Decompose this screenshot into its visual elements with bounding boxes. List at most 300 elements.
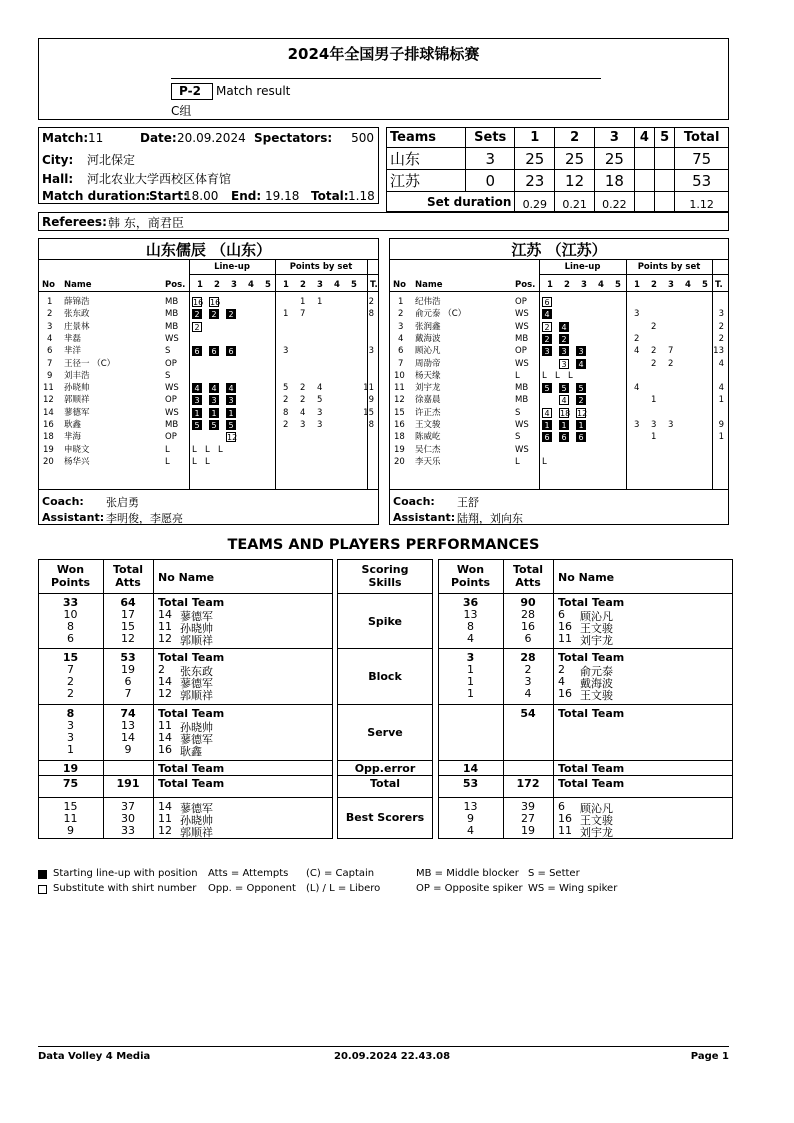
set-points: 3 <box>668 420 674 430</box>
player-number: 6 <box>398 346 404 357</box>
player-name: 杨华兴 <box>64 456 90 467</box>
roster-row <box>39 407 378 419</box>
sets-won-cell: 3 <box>466 148 515 170</box>
total-team-label: Total Team <box>158 596 225 609</box>
best-atts-value: 30 <box>121 812 135 825</box>
player-name: 蓼德军 <box>180 610 213 623</box>
player-number: 16 <box>394 420 405 430</box>
player-position: OP <box>515 346 527 357</box>
starting-position-box: 3 <box>226 395 236 405</box>
name-header: No Name <box>158 571 215 584</box>
player-number: 11 <box>43 383 54 394</box>
roster-row <box>39 333 378 345</box>
player-total: 2 <box>718 333 724 344</box>
atts-value: 9 <box>124 743 132 756</box>
legend-atts: Atts = Attempts <box>208 868 289 879</box>
player-name: 吴仁杰 <box>415 444 441 455</box>
total-duration-cell: 1.12 <box>675 192 729 212</box>
won-points-value: 7 <box>67 663 74 676</box>
starting-position-box: 1 <box>559 420 569 430</box>
player-total: 2 <box>718 321 724 332</box>
skill-name: Block <box>368 670 402 683</box>
total-label: Total: <box>311 189 349 203</box>
total-points-cell: 53 <box>675 170 729 192</box>
player-name: 蓼德军 <box>180 733 213 746</box>
total-team-label: Total Team <box>558 777 625 790</box>
won-points-value: 3 <box>67 719 74 732</box>
atts-value: 6 <box>124 675 132 688</box>
roster-row <box>390 345 728 357</box>
won-points-value: 8 <box>467 620 474 633</box>
won-points-value: 13 <box>463 608 478 621</box>
perf-row-rule <box>337 704 433 705</box>
scoring-skills-header: Scoring Skills <box>361 563 409 589</box>
best-won-value: 13 <box>463 800 478 813</box>
coach-name: 张启勇 <box>106 496 139 509</box>
duration-label: Match duration: <box>42 189 151 203</box>
set-points: 2 <box>634 333 640 344</box>
starting-position-box: 4 <box>559 322 569 332</box>
starting-position-box: 2 <box>192 309 202 319</box>
set-points: 2 <box>283 420 289 430</box>
player-total: 9 <box>368 395 374 406</box>
set-points: 3 <box>634 420 640 430</box>
lineup-set-header: 3 <box>231 280 237 290</box>
city-value: 河北保定 <box>87 153 136 167</box>
perf-row-rule <box>38 760 333 761</box>
player-position: S <box>165 370 171 381</box>
starting-position-box: 3 <box>576 346 586 356</box>
set-points: 2 <box>300 395 306 406</box>
player-name: 郭顺祥 <box>64 395 90 406</box>
starting-position-box: 4 <box>226 383 236 393</box>
player-number: 16 <box>558 812 572 825</box>
player-name: 陈威屹 <box>415 432 441 443</box>
player-number: 12 <box>158 687 172 700</box>
won-points-value: 8 <box>67 620 74 633</box>
player-number: 6 <box>558 800 565 813</box>
starting-position-box: 3 <box>209 395 219 405</box>
set-points: 1 <box>317 297 323 307</box>
starting-position-box: 4 <box>209 383 219 393</box>
set-points: 1 <box>283 309 289 320</box>
set-points: 1 <box>300 297 306 307</box>
player-total: 15 <box>363 407 374 418</box>
starting-position-box: 6 <box>226 346 236 356</box>
player-number: 4 <box>47 333 53 344</box>
lineup-header: Line-up <box>214 262 250 272</box>
player-position: MB <box>165 420 179 430</box>
player-number: 14 <box>43 407 54 418</box>
starting-position-box: 2 <box>226 309 236 319</box>
player-position: MB <box>165 321 179 332</box>
starting-position-box: 6 <box>192 346 202 356</box>
player-name: 孙晓帅 <box>64 383 90 394</box>
legend-s: S = Setter <box>528 868 580 879</box>
player-name: 周劭帝 <box>415 358 441 369</box>
player-number: 11 <box>158 620 172 633</box>
player-total: 3 <box>368 346 374 357</box>
player-position: OP <box>165 432 177 443</box>
coach-label: Coach: <box>393 495 435 508</box>
legend-libero: (L) / L = Libero <box>306 883 381 894</box>
player-name: 芈洋 <box>64 346 82 357</box>
roster-row <box>39 394 378 406</box>
player-number: 4 <box>398 333 404 344</box>
atts-value: 90 <box>520 596 536 609</box>
starting-position-box: 1 <box>576 420 586 430</box>
player-position: WS <box>515 358 529 369</box>
substitute-number-box: 4 <box>559 395 569 405</box>
player-position: WS <box>515 321 529 332</box>
player-position: OP <box>515 297 527 307</box>
no-header: No <box>42 280 55 290</box>
starting-position-box: 4 <box>576 359 586 369</box>
legend <box>38 868 738 900</box>
set-points: 4 <box>317 383 323 394</box>
player-number: 16 <box>43 420 54 430</box>
atts-value: 12 <box>121 632 135 645</box>
perf-row-rule <box>438 704 733 705</box>
score-header-cell: 3 <box>594 128 634 148</box>
score-header-cell: Sets <box>466 128 515 148</box>
won-points-value: 1 <box>467 687 474 700</box>
referees-label: Referees: <box>42 215 107 229</box>
set-points: 3 <box>300 420 306 430</box>
perf-col-rule <box>153 559 154 798</box>
player-position: S <box>515 432 521 443</box>
starting-position-box: 4 <box>542 309 552 319</box>
player-number: 1 <box>47 297 53 307</box>
won-points-value: 33 <box>62 596 79 609</box>
points-set-header: 1 <box>634 280 640 290</box>
substitute-number-box: 12 <box>577 408 588 418</box>
player-name: 蓼德军 <box>180 802 213 815</box>
won-points-value: 2 <box>67 687 74 700</box>
roster-row <box>39 296 378 308</box>
set-points: 8 <box>283 407 289 418</box>
spectators-label: Spectators: <box>254 131 333 145</box>
player-number: 11 <box>394 383 405 394</box>
coach-name: 王舒 <box>457 496 479 509</box>
header-box <box>38 38 729 120</box>
player-name: 许正杰 <box>415 407 441 418</box>
perf-row-rule <box>337 775 433 776</box>
starting-position-box: 5 <box>559 383 569 393</box>
substitute-number-box: 4 <box>542 408 552 418</box>
starting-position-box: 3 <box>192 395 202 405</box>
starting-position-box: 6 <box>576 432 586 442</box>
player-name: 王文骏 <box>580 689 613 702</box>
player-number: 7 <box>398 358 404 369</box>
player-name: 郭顺祥 <box>180 689 213 702</box>
player-name: 孙晓帅 <box>180 814 213 827</box>
starting-position-box: 6 <box>209 346 219 356</box>
set-score-cell <box>655 170 675 192</box>
atts-value: 6 <box>524 632 532 645</box>
footer-left: Data Volley 4 Media <box>38 1051 151 1062</box>
roster-row <box>390 431 728 443</box>
atts-value: 19 <box>121 663 135 676</box>
perf-row-rule <box>337 760 433 761</box>
roster-row <box>39 345 378 357</box>
player-number: 14 <box>158 731 172 744</box>
substitute-number-box: 6 <box>542 297 552 307</box>
player-name: 王文骏 <box>580 622 613 635</box>
total-team-label: Total Team <box>558 707 625 720</box>
perf-col-rule <box>153 797 154 839</box>
player-number: 12 <box>43 395 54 406</box>
atts-value: 13 <box>121 719 135 732</box>
legend-mb: MB = Middle blocker <box>416 868 519 879</box>
player-position: WS <box>515 420 529 430</box>
won-points-value: 2 <box>67 675 74 688</box>
player-position: L <box>515 456 520 467</box>
set-duration-cell: 0.29 <box>515 192 555 212</box>
start-label: Start: <box>149 189 188 203</box>
lineup-set-header: 2 <box>214 280 220 290</box>
assistant-names: 陆翔，刘向东 <box>457 512 523 525</box>
legend-filled-square-icon <box>38 870 47 879</box>
set-points: 1 <box>651 432 657 443</box>
player-name: 王文骏 <box>580 814 613 827</box>
points-set-header: 4 <box>334 280 340 290</box>
total-atts-header: Total Atts <box>512 563 544 589</box>
match-number: 11 <box>88 131 104 145</box>
player-name: 戴海波 <box>580 677 613 690</box>
player-number: 14 <box>158 675 172 688</box>
total-team-label: Total Team <box>558 596 625 609</box>
total-won-value: 53 <box>462 777 479 790</box>
best-won-value: 4 <box>467 824 474 837</box>
won-points-value: 3 <box>67 731 74 744</box>
name-header: Name <box>64 280 92 290</box>
points-by-set-header: Points by set <box>289 262 353 272</box>
atts-value: 16 <box>521 620 535 633</box>
roster-row <box>39 419 378 431</box>
player-position: MB <box>165 309 179 320</box>
player-name: 王径一 （C） <box>64 358 116 369</box>
start-value: 18.00 <box>184 189 219 203</box>
roster-row <box>39 308 378 320</box>
roster-row <box>390 444 728 456</box>
player-name: 薛锦浩 <box>64 297 90 307</box>
player-name: 刘丰浩 <box>64 370 90 381</box>
player-total: 8 <box>368 420 374 430</box>
date-label: Date: <box>140 131 177 145</box>
player-number: 11 <box>558 632 572 645</box>
atts-value: 64 <box>120 596 136 609</box>
starting-position-box: 5 <box>542 383 552 393</box>
player-name: 刘宇龙 <box>415 383 441 394</box>
score-header-cell: 5 <box>655 128 675 148</box>
player-number: 20 <box>394 456 405 467</box>
player-position: L <box>515 370 520 381</box>
name-header: Name <box>415 280 443 290</box>
score-header-cell: 1 <box>515 128 555 148</box>
starting-position-box: 2 <box>542 334 552 344</box>
player-total: 13 <box>713 346 724 357</box>
set-points: 2 <box>283 395 289 406</box>
total-atts-value: 191 <box>116 777 140 790</box>
player-total: 1 <box>718 432 724 443</box>
player-name: 俞元泰 <box>580 665 613 678</box>
player-position: OP <box>165 358 177 369</box>
set-points: 4 <box>634 383 640 394</box>
roster-row <box>39 456 378 468</box>
roster-row <box>390 358 728 370</box>
libero-mark: L <box>568 370 573 381</box>
starting-position-box: 5 <box>576 383 586 393</box>
match-info-box <box>38 127 379 204</box>
player-name: 顾沁凡 <box>580 802 613 815</box>
starting-position-box: 1 <box>209 408 219 418</box>
player-number: 4 <box>558 675 565 688</box>
libero-mark: L <box>192 456 197 467</box>
player-number: 19 <box>394 444 405 455</box>
starting-position-box: 1 <box>542 420 552 430</box>
set-points: 4 <box>634 346 640 357</box>
player-number: 11 <box>558 824 572 837</box>
score-header-cell: 4 <box>634 128 654 148</box>
lineup-set-header: 5 <box>265 280 271 290</box>
starting-position-box: 1 <box>226 408 236 418</box>
libero-mark: L <box>542 456 547 467</box>
perf-col-rule <box>553 559 554 798</box>
player-name: 张东政 <box>64 309 90 320</box>
set-points: 4 <box>300 407 306 418</box>
end-label: End: <box>231 189 262 203</box>
teamB-name: 江苏 （江苏） <box>511 241 607 259</box>
best-atts-value: 39 <box>521 800 535 813</box>
player-name: 纪伟浩 <box>415 297 441 307</box>
perf-row-rule <box>438 648 733 649</box>
roster-title-rule <box>39 259 378 260</box>
roster-row <box>390 370 728 382</box>
set-points: 5 <box>317 395 323 406</box>
points-set-header: 3 <box>668 280 674 290</box>
set-points: 2 <box>651 321 657 332</box>
player-name: 刘宇龙 <box>580 634 613 647</box>
player-name: 蓼德军 <box>64 407 90 418</box>
player-name: 郭顺祥 <box>180 634 213 647</box>
set-points: 3 <box>317 407 323 418</box>
set-points: 2 <box>668 358 674 369</box>
starting-position-box: 3 <box>542 346 552 356</box>
total-team-label: Total Team <box>158 762 225 775</box>
legend-captain: (C) = Captain <box>306 868 375 879</box>
skill-name: Spike <box>367 615 403 628</box>
team-a-roster <box>38 238 379 525</box>
lineup-set-header: 1 <box>197 280 203 290</box>
best-atts-value: 27 <box>521 812 535 825</box>
player-total: 8 <box>368 309 374 320</box>
end-value: 19.18 <box>265 189 300 203</box>
pos-header: Pos. <box>515 280 536 290</box>
player-number: 2 <box>47 309 53 320</box>
player-name: 耿鑫 <box>64 420 82 430</box>
match-label: Match: <box>42 131 89 145</box>
points-set-header: 1 <box>283 280 289 290</box>
team-name-cell: 山东 <box>387 148 466 170</box>
set-duration-label: Set duration <box>387 192 515 212</box>
player-number: 1 <box>398 297 404 307</box>
won-points-value: 6 <box>67 632 74 645</box>
player-name: 李天乐 <box>415 456 441 467</box>
roster-header-rule <box>390 291 728 292</box>
won-points-value: 3 <box>466 651 475 664</box>
total-team-label: Total Team <box>158 707 225 720</box>
roster-row <box>39 382 378 394</box>
starting-position-box: 2 <box>209 309 219 319</box>
total-points-cell: 75 <box>675 148 729 170</box>
points-set-header: 2 <box>651 280 657 290</box>
player-position: WS <box>165 333 179 344</box>
atts-value: 14 <box>121 731 135 744</box>
doc-type: Match result <box>216 84 291 98</box>
set-points: 3 <box>317 420 323 430</box>
set-score-cell: 25 <box>515 148 555 170</box>
roster-subheader-rule <box>539 274 728 275</box>
player-number: 16 <box>558 620 572 633</box>
player-number: 2 <box>398 309 404 320</box>
player-position: L <box>165 456 170 467</box>
player-total: 2 <box>368 297 374 307</box>
player-number: 10 <box>394 370 405 381</box>
substitute-number-box: 3 <box>559 359 569 369</box>
starting-position-box: 6 <box>542 432 552 442</box>
substitute-number-box: 16 <box>193 298 204 307</box>
perf-header-rule <box>337 593 433 594</box>
spectators-value: 500 <box>351 131 374 145</box>
player-number: 18 <box>394 432 405 443</box>
player-number: 3 <box>47 321 53 332</box>
player-name: 顾沁凡 <box>415 346 441 357</box>
player-name: 戴海波 <box>415 333 441 344</box>
doc-code: P-2 <box>179 84 201 98</box>
won-points-value: 1 <box>467 663 474 676</box>
score-header-row <box>387 128 729 148</box>
player-name: 芈海 <box>64 432 82 443</box>
libero-mark: L <box>205 444 210 455</box>
score-header-cell: Total <box>675 128 729 148</box>
atts-value: 28 <box>520 651 536 664</box>
referees-box <box>38 212 729 231</box>
player-name: 孙晓帅 <box>180 721 213 734</box>
opp-error-value: 19 <box>62 762 79 775</box>
player-number: 6 <box>558 608 565 621</box>
won-points-value: 10 <box>63 608 78 621</box>
player-number: 16 <box>558 687 572 700</box>
opp-error-label: Opp.error <box>354 762 416 775</box>
roster-row <box>390 308 728 320</box>
won-points-value: 8 <box>66 707 75 720</box>
atts-value: 3 <box>524 675 532 688</box>
assistant-label: Assistant: <box>393 511 456 524</box>
roster-title-rule <box>390 259 728 260</box>
won-points-value: 36 <box>462 596 479 609</box>
libero-mark: L <box>555 370 560 381</box>
skill-name: Serve <box>367 726 403 739</box>
legend-ws: WS = Wing spiker <box>528 883 618 894</box>
player-position: MB <box>165 297 179 307</box>
player-number: 19 <box>43 444 54 455</box>
total-header: T. <box>370 280 378 290</box>
set-points: 2 <box>300 383 306 394</box>
roster-row <box>390 456 728 468</box>
player-position: S <box>165 346 171 357</box>
player-total: 4 <box>718 358 724 369</box>
